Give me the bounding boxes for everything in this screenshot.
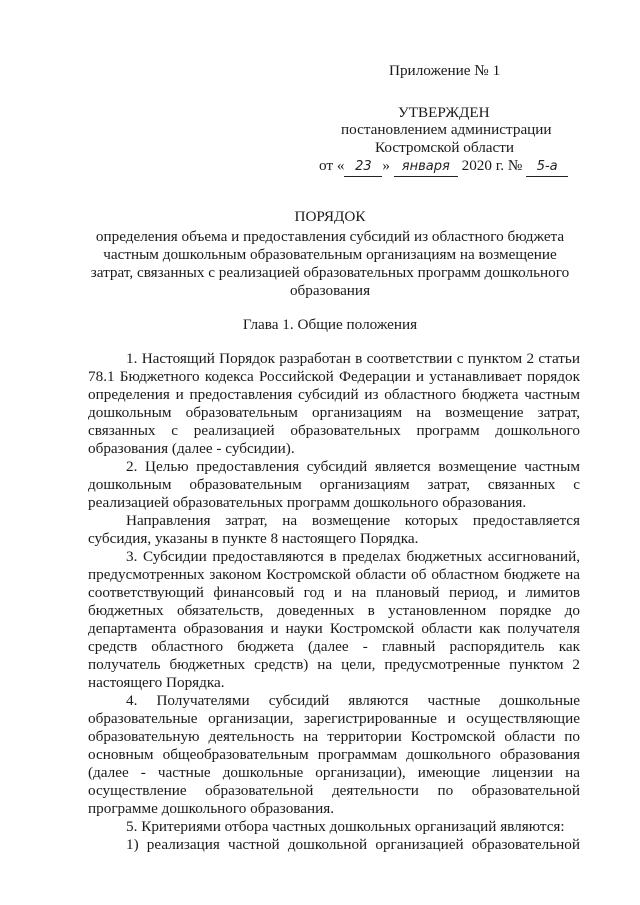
- body-line: образования (далее - субсидии).: [88, 440, 295, 457]
- body-line: образовательную деятельность на территории Костромской области по: [88, 728, 580, 745]
- body-line: соответствующий финансовый год и на плановый период, и лимитов: [88, 584, 580, 601]
- body-line: образовательные организации, зарегистрированные и осуществляющие: [88, 710, 580, 727]
- document-subtitle-line: частным дошкольным образовательным организациям на возмещение: [103, 246, 557, 263]
- body-line: определения и предоставления субсидий из областного бюджета частным: [88, 386, 580, 403]
- date-year: 2020 г. №: [461, 157, 523, 174]
- body-line: субсидия, указаны в пункте 8 настоящего Порядка.: [88, 530, 419, 547]
- body-line: средств областного бюджета (далее - главный распорядитель как: [88, 638, 580, 655]
- body-line: 5. Критериями отбора частных дошкольных организаций являются:: [126, 818, 565, 835]
- body-line: предусмотренных законом Костромской области об областном бюджете на: [88, 566, 580, 583]
- body-line: основным общеобразовательным программам дошкольного образования: [88, 746, 580, 763]
- chapter-heading: Глава 1. Общие положения: [242, 316, 418, 333]
- body-line: связанных с реализацией образовательных программ дошкольного: [88, 422, 580, 439]
- body-line: (далее - частные дошкольные организации), имеющие лицензии на: [88, 764, 580, 781]
- body-line: настоящего Порядка.: [88, 674, 225, 691]
- date-mid: »: [382, 157, 391, 174]
- body-line: 3. Субсидии предоставляются в пределах бюджетных ассигнований,: [126, 548, 580, 565]
- body-line: бюджетных обязательств, доведенных в установленном порядке до: [88, 602, 580, 619]
- doc-number-handwritten: 5-а: [526, 158, 568, 177]
- body-line: получатель бюджетных средств) на цели, предусмотренные пунктом 2: [88, 656, 580, 673]
- body-line: 78.1 Бюджетного кодекса Российской Федерации и устанавливает порядок: [88, 368, 580, 385]
- region-label: Костромской области: [375, 139, 515, 156]
- body-line: 2. Целью предоставления субсидий является возмещение частным: [126, 458, 580, 475]
- document-subtitle-line: образования: [289, 282, 371, 299]
- document-title: ПОРЯДОК: [294, 208, 366, 225]
- date-prefix: от «: [319, 157, 345, 174]
- body-line: дошкольным образовательным организациям затрат, связанных с: [88, 476, 580, 493]
- body-line: Направления затрат, на возмещение которых предоставляется: [126, 512, 580, 529]
- date-day-handwritten: 23: [344, 158, 382, 177]
- body-line: дошкольным образовательным организациям на возмещение затрат,: [88, 404, 580, 421]
- body-line: реализацией образовательных программ дошкольного образования.: [88, 494, 527, 511]
- body-line: 1. Настоящий Порядок разработан в соответствии с пунктом 2 статьи: [126, 350, 580, 367]
- body-line: 4. Получателями субсидий являются частные дошкольные: [126, 692, 580, 709]
- body-line: осуществление образовательной деятельности по образовательной: [88, 782, 580, 799]
- decree-date: [319, 157, 568, 177]
- body-line: программе дошкольного образования.: [88, 800, 335, 817]
- body-line: 1) реализация частной дошкольной организацией образовательной: [126, 836, 580, 853]
- decree-label: постановлением администрации: [341, 121, 552, 138]
- body-line: департамента образования и науки Костромской области как получателя: [88, 620, 580, 637]
- approved-label: УТВЕРЖДЕН: [398, 104, 490, 121]
- appendix-label: Приложение № 1: [389, 62, 501, 79]
- date-month-handwritten: января: [394, 158, 458, 177]
- document-subtitle-line: затрат, связанных с реализацией образовательных программ дошкольного: [90, 264, 570, 281]
- document-subtitle-line: определения объема и предоставления субсидий из областного бюджета: [95, 228, 565, 245]
